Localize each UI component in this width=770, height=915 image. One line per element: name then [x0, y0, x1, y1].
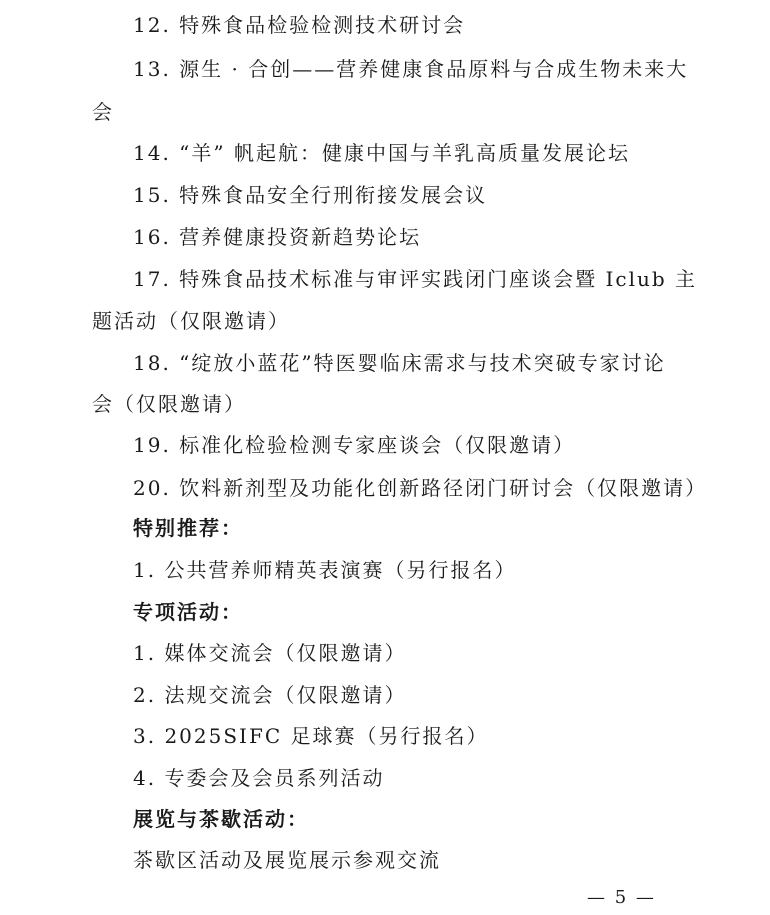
agenda-item-20: 20. 饮料新剂型及功能化创新路径闭门研讨会（仅限邀请）	[133, 476, 708, 500]
activity-item-3: 3. 2025SIFC 足球赛（另行报名）	[133, 724, 489, 748]
agenda-item-17: 17. 特殊食品技术标准与审评实践闭门座谈会暨 Iclub 主	[133, 267, 698, 291]
special-activities-heading: 专项活动：	[133, 600, 243, 624]
agenda-item-18: 18. “绽放小蓝花”特医婴临床需求与技术突破专家讨论	[133, 351, 666, 375]
agenda-item-12: 12. 特殊食品检验检测技术研讨会	[133, 13, 466, 37]
agenda-item-17-continued: 题活动（仅限邀请）	[92, 309, 290, 333]
agenda-item-14: 14. “羊” 帆起航：健康中国与羊乳高质量发展论坛	[133, 141, 630, 165]
activity-item-4: 4. 专委会及会员系列活动	[133, 766, 385, 790]
agenda-item-18-continued: 会（仅限邀请）	[92, 392, 246, 416]
agenda-item-13-continued: 会	[92, 100, 114, 124]
agenda-item-13: 13. 源生 · 合创——营养健康食品原料与合成生物未来大	[133, 57, 689, 81]
special-recommendation-heading: 特别推荐：	[133, 516, 243, 540]
agenda-item-15: 15. 特殊食品安全行刑衔接发展会议	[133, 183, 488, 207]
agenda-item-16: 16. 营养健康投资新趋势论坛	[133, 225, 422, 249]
activity-item-1: 1. 媒体交流会（仅限邀请）	[133, 641, 407, 665]
exhibition-heading: 展览与茶歇活动：	[133, 807, 309, 831]
activity-item-2: 2. 法规交流会（仅限邀请）	[133, 683, 407, 707]
agenda-item-19: 19. 标准化检验检测专家座谈会（仅限邀请）	[133, 433, 576, 457]
special-item-1: 1. 公共营养师精英表演赛（另行报名）	[133, 558, 517, 582]
exhibition-text: 茶歇区活动及展览展示参观交流	[133, 848, 441, 872]
page-number: — 5 —	[587, 887, 656, 908]
